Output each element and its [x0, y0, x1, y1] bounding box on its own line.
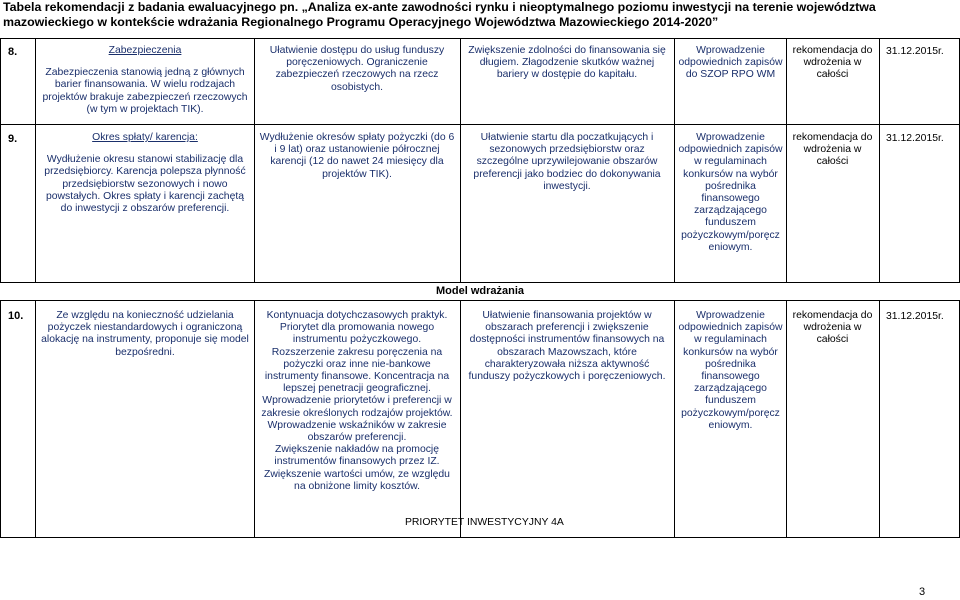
type-cell: rekomendacja do wdrożenia w całości	[792, 45, 873, 81]
document-header	[0, 0, 960, 30]
date-cell: 31.12.2015r.	[886, 46, 944, 57]
column-border	[0, 300, 1, 537]
method-cell: Wprowadzenie odpowiednich zapisów w regulaminach konkursów na wybór pośrednika finansowego zarządzającego funduszem pożyczkowym/poręcz eniowym.	[678, 132, 783, 253]
column-border	[786, 300, 787, 537]
effect-cell: Ułatwienie startu dla poczatkujących i sezonowych przedsiębiorstw oraz szczególne uprzywilejowanie obszarów preferencji jako bodziec do dokonywania inwestycji.	[473, 132, 661, 192]
page-number: 3	[919, 586, 926, 598]
row-divider	[0, 300, 960, 301]
row-number: 10.	[8, 310, 24, 322]
problem-cell: Ze względu na konieczność udzielania pożyczek niestandardowych i ograniczoną alokację na instrumenty, proponuje się model bezpośredni.	[41, 310, 249, 358]
recommendation-line: Zwiększenie nakładów na promocję instrumentów finansowych przez IZ.	[274, 444, 440, 468]
recommendation-cell: Wydłużenie okresów spłaty pożyczki (do 6 i 9 lat) oraz ustanowienie półrocznej karencji (12 do nawet 24 miesięcy dla projektów TIK).	[259, 132, 455, 180]
column-border	[254, 300, 255, 537]
effect-cell: Ułatwienie finansowania projektów w obszarach preferencji i zwiększenie dostępności instrumentów finansowych na obszarach Mazowszach, które charakteryzowała niższa aktywność funduszy pożyczkowych i poręczeniowych.	[468, 310, 666, 383]
type-cell: rekomendacja do wdrożenia w całości	[792, 132, 873, 168]
section-title: Model wdrażania	[435, 285, 525, 297]
problem-title: Okres spłaty/ karencja:	[92, 132, 198, 143]
column-border	[254, 38, 255, 282]
column-border	[460, 38, 461, 282]
column-border	[786, 38, 787, 282]
row-divider	[0, 282, 960, 283]
column-border	[674, 300, 675, 537]
column-border	[879, 300, 880, 537]
column-border	[35, 38, 36, 282]
column-border	[879, 38, 880, 282]
column-border	[35, 300, 36, 537]
recommendation-line: Rozszerzenie zakresu poręczenia na pożyczki oraz inne nie-bankowe instrumenty finansowe. Koncentracja na lepszej penetracji geograficznej.	[264, 346, 450, 395]
problem-title: Zabezpieczenia	[108, 45, 182, 56]
priority-label: PRIORYTET INWESTYCYJNY 4A	[405, 517, 564, 528]
date-cell: 31.12.2015r.	[886, 311, 944, 322]
row-divider	[0, 124, 960, 125]
problem-text: Wydłużenie okresu stanowi stabilizację dla przedsiębiorcy. Karencja polepsza płynność przedsiębiorstw sezonowych i nowo powstałych. Okres spłaty i karencji zachętą do inwestycji z obszarów preferencji.	[44, 154, 246, 215]
problem-cell	[40, 45, 250, 116]
header-line-2: mazowieckiego w kontekście wdrażania Regionalnego Programu Operacyjnego Województwa Mazowieckiego 2014-2020”	[3, 15, 719, 29]
recommendation-cell	[259, 310, 455, 493]
effect-cell: Zwiększenie zdolności do finansowania się długiem. Złagodzenie skutków ważnej bariery w dostępie do kapitału.	[468, 45, 666, 81]
column-border	[0, 38, 1, 282]
recommendation-line: Wprowadzenie priorytetów i preferencji w zakresie określonych rodzajów projektów. Wprowadzenie wskaźników w zakresie obszarów preferencji.	[261, 395, 453, 444]
row-number: 9.	[8, 133, 18, 145]
type-cell: rekomendacja do wdrożenia w całości	[792, 310, 873, 346]
column-border	[460, 300, 461, 537]
column-border	[674, 38, 675, 282]
problem-cell	[40, 132, 250, 215]
date-cell: 31.12.2015r.	[886, 133, 944, 144]
recommendation-line: Priorytet dla promowania nowego instrumentu pożyczkowego.	[279, 322, 435, 346]
row-number: 8.	[8, 46, 18, 58]
table-border-bottom	[0, 537, 960, 538]
recommendation-line: Zwiększenie wartości umów, ze względu na obniżone limity kosztów.	[264, 468, 450, 492]
problem-text: Zabezpieczenia stanowią jedną z głównych barier finansowania. W wielu rodzajach projektów brakuje zabezpieczeń rzeczowych (w tym w projektach TIK).	[42, 67, 248, 115]
method-cell: Wprowadzenie odpowiednich zapisów w regulaminach konkursów na wybór pośrednika finansowego zarządzającego funduszem pożyczkowym/poręcz eniowym.	[678, 310, 783, 431]
recommendation-line: Kontynuacja dotychczasowych praktyk.	[266, 310, 448, 321]
recommendation-cell: Ułatwienie dostępu do usług funduszy poręczeniowych. Ograniczenie zabezpieczeń rzeczowych na rzecz osobistych.	[269, 45, 445, 93]
table-border-top	[0, 38, 960, 39]
method-cell: Wprowadzenie odpowiednich zapisów do SZOP RPO WM	[678, 45, 783, 81]
header-line-1: Tabela rekomendacji z badania ewaluacyjnego pn. „Analiza ex-ante zawodności rynku i nieoptymalnego poziomu inwestycji na terenie województwa	[3, 0, 876, 14]
